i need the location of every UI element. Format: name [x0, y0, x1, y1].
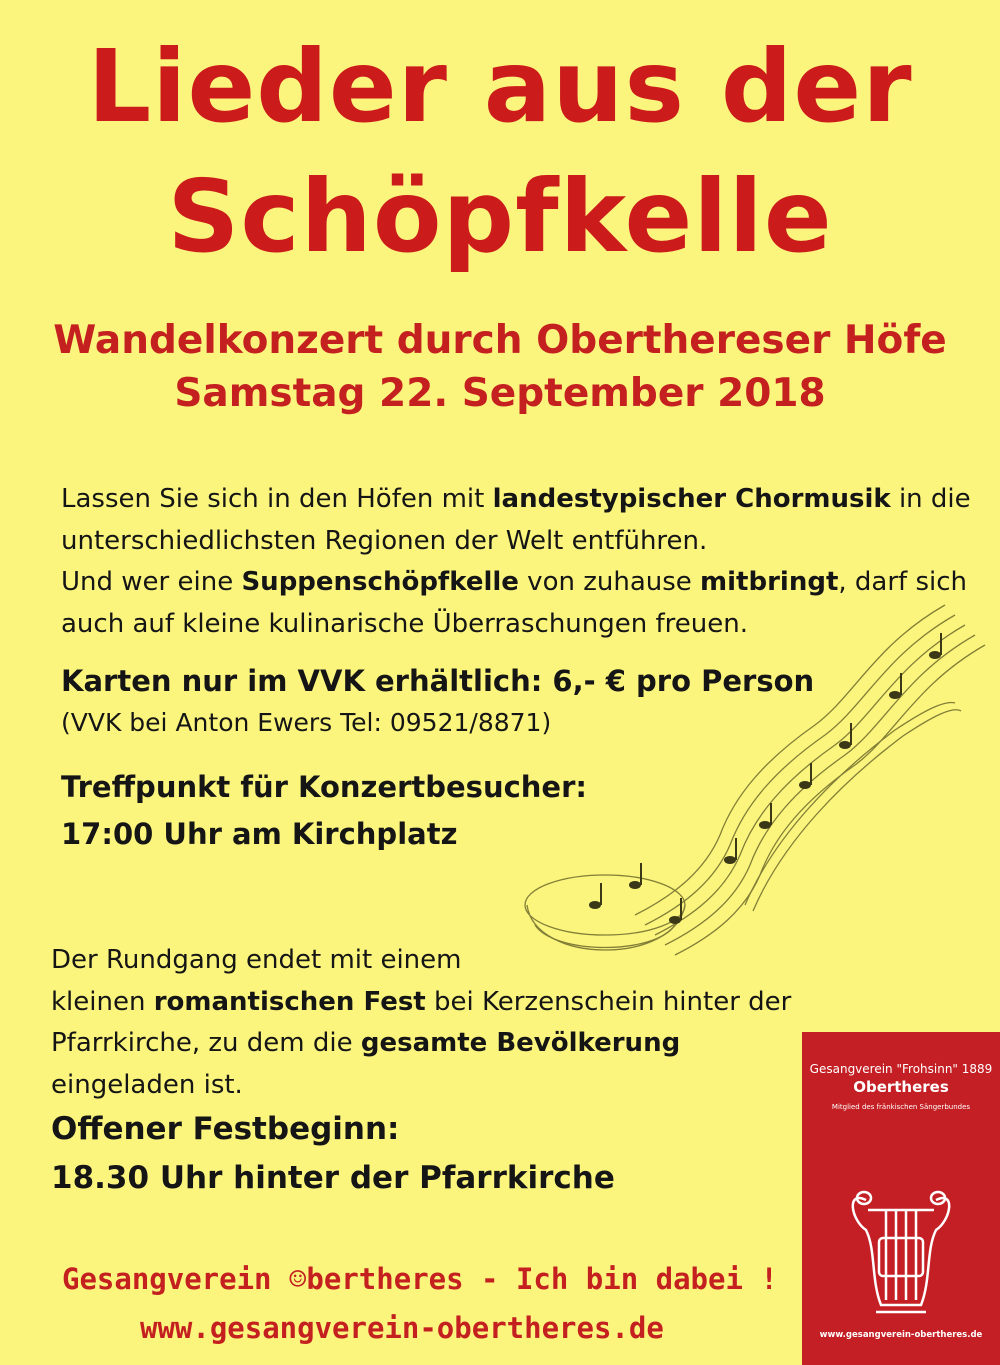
- logo-town: Obertheres: [853, 1078, 949, 1096]
- ticket-price: Karten nur im VVK erhältlich: 6,- € pro Person: [61, 664, 815, 698]
- title-line-2: Schöpfkelle: [167, 158, 833, 275]
- footer-slogan: Gesangverein ☺bertheres - Ich bin dabei !: [62, 1262, 778, 1296]
- intro-bold-3: mitbringt: [700, 567, 839, 597]
- tour-text-3: bei Kerzenschein hinter der: [425, 986, 792, 1017]
- logo-club-name: Gesangverein "Frohsinn" 1889: [809, 1062, 993, 1076]
- festival-time: 18.30 Uhr hinter der Pfarrkirche: [51, 1160, 615, 1196]
- logo-website: www.gesangverein-obertheres.de: [819, 1330, 983, 1340]
- festival-heading: Offener Festbeginn:: [51, 1111, 400, 1147]
- tour-text-1: Der Rundgang endet mit einem: [51, 945, 462, 975]
- subtitle-line-1: Wandelkonzert durch Oberthereser Höfe: [53, 318, 947, 363]
- tour-text-2: kleinen: [51, 986, 154, 1017]
- tour-text-5: eingeladen ist.: [51, 1069, 243, 1100]
- intro-paragraph: [61, 479, 981, 645]
- subtitle-date: Samstag 22. September 2018: [174, 371, 826, 416]
- intro-text-2: in die unterschiedlichsten Regionen der Welt entführen.: [61, 484, 971, 556]
- ticket-presale-contact: (VVK bei Anton Ewers Tel: 09521/8871): [61, 708, 552, 737]
- tour-text-4: Pfarrkirche, zu dem die: [51, 1028, 361, 1058]
- ladle-music-illustration: [515, 585, 995, 985]
- tour-paragraph: [51, 940, 851, 1106]
- tour-bold-1: romantischen Fest: [153, 986, 426, 1017]
- lyre-icon: [846, 1180, 956, 1320]
- club-logo: [802, 1032, 1000, 1365]
- footer-website-link[interactable]: www.gesangverein-obertheres.de: [140, 1311, 664, 1345]
- intro-text-4: von zuhause: [518, 567, 701, 597]
- intro-text-3: Und wer eine: [61, 567, 242, 597]
- intro-bold-1: landestypischer Chormusik: [492, 484, 891, 514]
- intro-bold-2: Suppenschöpfkelle: [241, 567, 519, 597]
- logo-membership: Mitglied des fränkischen Sängerbundes: [831, 1103, 971, 1111]
- tour-bold-2: gesamte Bevölkerung: [360, 1028, 681, 1058]
- meeting-point-time: 17:00 Uhr am Kirchplatz: [61, 817, 458, 851]
- intro-text-1: Lassen Sie sich in den Höfen mit: [61, 484, 493, 514]
- intro-text-5: , darf sich auch auf kleine kulinarische Überraschungen freuen.: [61, 567, 967, 639]
- meeting-point-heading: Treffpunkt für Konzertbesucher:: [61, 770, 587, 804]
- title-line-1: Lieder aus der: [87, 28, 913, 145]
